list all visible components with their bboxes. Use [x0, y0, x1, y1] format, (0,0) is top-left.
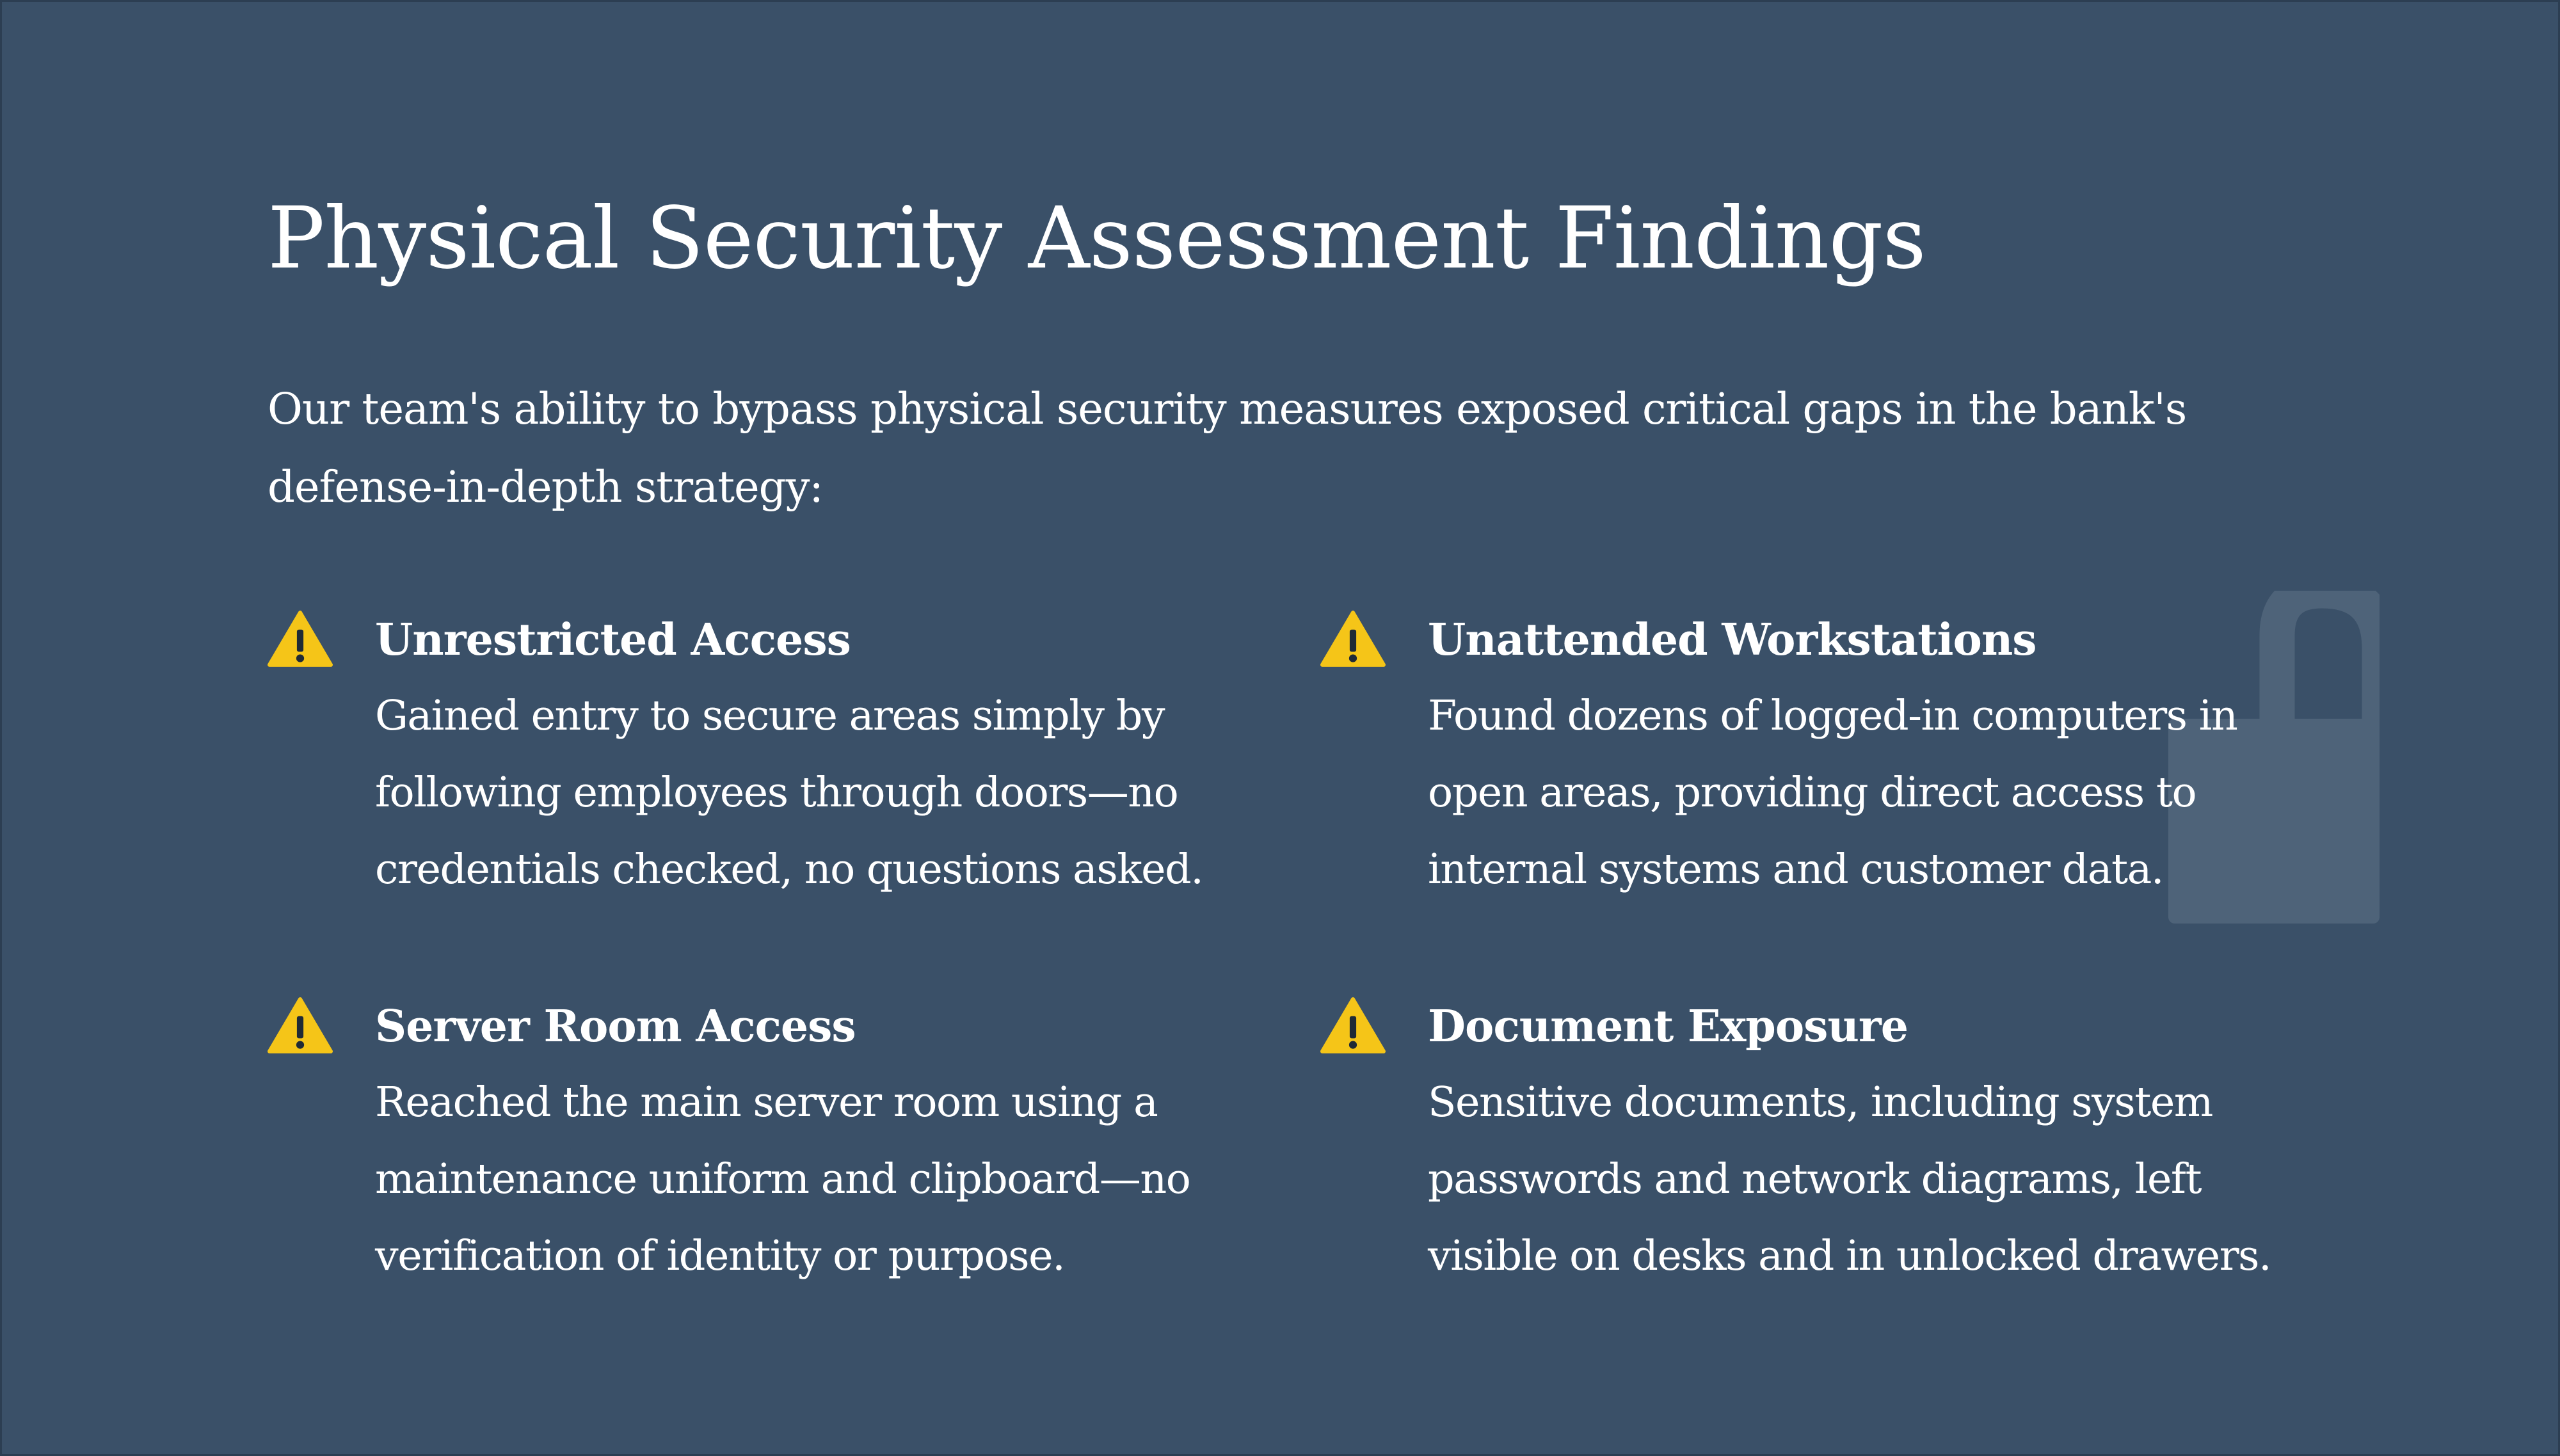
intro-paragraph: Our team's ability to bypass physical security measures exposed critical gaps in the bank's defense-in-depth strategy:: [268, 384, 2187, 512]
slide-title: Physical Security Assessment Findings: [268, 189, 1926, 288]
finding-heading: Server Room Access: [375, 1001, 856, 1052]
finding-heading: Unrestricted Access: [375, 614, 851, 666]
warning-icon: [268, 610, 333, 668]
warning-icon: [1320, 610, 1386, 668]
finding-text: Gained entry to secure areas simply by following employees through doors—no credentials checked, no questions asked.: [375, 692, 1203, 893]
finding-heading: Unattended Workstations: [1428, 614, 2036, 666]
finding-text: Found dozens of logged-in computers in open areas, providing direct access to internal systems and customer data.: [1428, 692, 2237, 893]
warning-icon: [1320, 996, 1386, 1054]
finding-heading: Document Exposure: [1428, 1001, 1908, 1052]
warning-icon: [268, 996, 333, 1054]
finding-text: Reached the main server room using a maintenance uniform and clipboard—no verification of identity or purpose.: [375, 1078, 1190, 1280]
finding-text: Sensitive documents, including system passwords and network diagrams, left visible on desks and in unlocked drawers.: [1428, 1078, 2271, 1280]
